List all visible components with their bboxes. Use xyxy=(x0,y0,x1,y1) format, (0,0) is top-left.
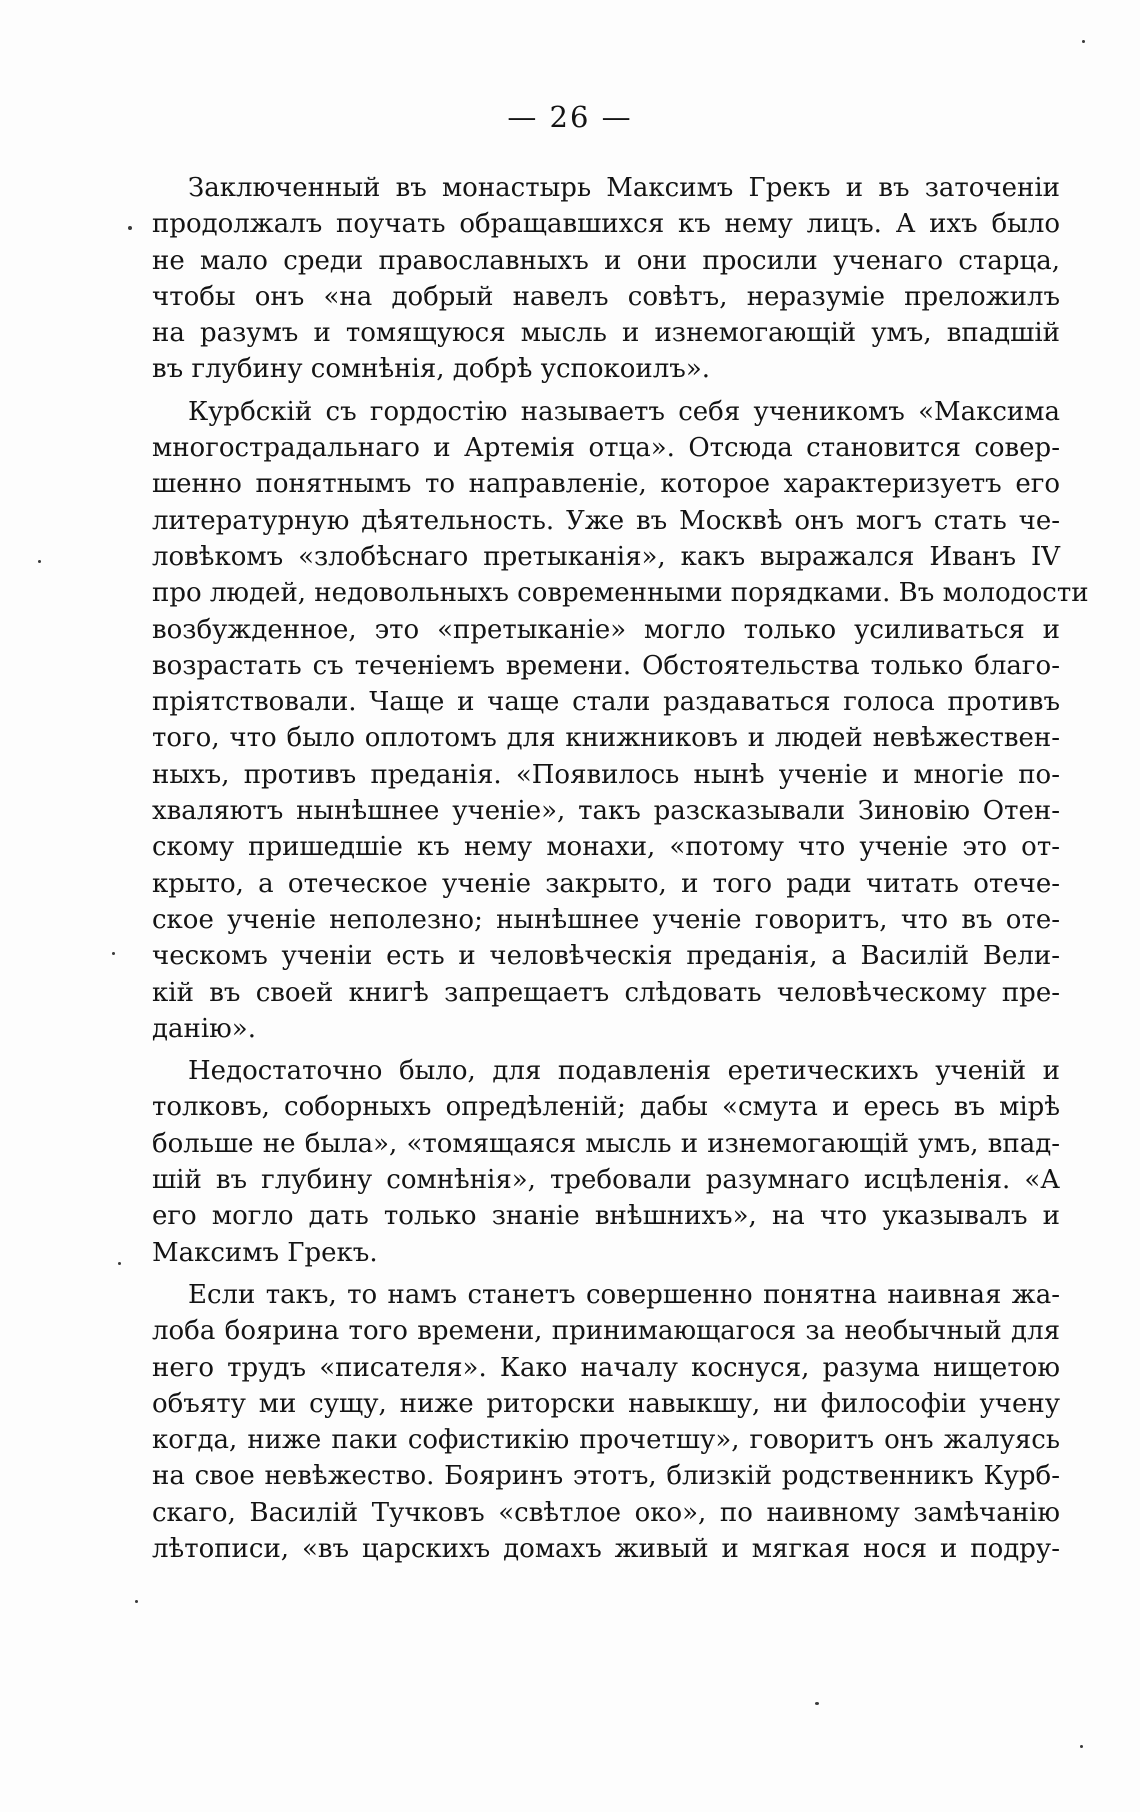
text-line: больше не была», «томящаяся мысль и изнемогающій умъ, впад- xyxy=(152,1128,1060,1159)
text-line: многострадальнаго и Артемія отца». Отсюда становится совер- xyxy=(152,433,1060,464)
text-line: Заключенный въ монастырь Максимъ Грекъ и въ заточеніи xyxy=(188,173,1060,203)
text-line: возбужденное, это «претыканіе» могло только усиливаться и xyxy=(152,614,1060,645)
text-line: на разумъ и томящуюся мысль и изнемогающій умъ, впадшій xyxy=(152,318,1060,349)
text-line: толковъ, соборныхъ опредѣленій; дабы «смута и ересь въ мірѣ xyxy=(152,1092,1060,1123)
scan-speck xyxy=(128,226,132,230)
paragraph-3 xyxy=(152,1053,1060,1271)
text-line: на свое невѣжество. Бояринъ этотъ, близкій родственникъ Курб- xyxy=(152,1461,1060,1492)
text-line: Курбскій съ гордостію называетъ себя ученикомъ «Максима xyxy=(188,396,1060,427)
text-line: скаго, Василій Тучковъ «свѣтлое око», по наивному замѣчанію xyxy=(152,1497,1060,1528)
text-line: кій въ своей книгѣ запрещаетъ слѣдовать человѣческому пре- xyxy=(152,977,1060,1008)
scan-speck xyxy=(118,1262,121,1265)
text-line: Недостаточно было, для подавленія еретическихъ ученій и xyxy=(188,1056,1060,1087)
text-line: ское ученіе неполезно; нынѣшнее ученіе говоритъ, что въ оте- xyxy=(152,904,1060,935)
scan-speck xyxy=(38,560,41,563)
text-line: лоба боярина того времени, принимающагося за необычный для xyxy=(152,1316,1060,1347)
text-line: когда, ниже паки софистикію прочетшу», говоритъ онъ жалуясь xyxy=(152,1425,1060,1456)
text-line: въ глубину сомнѣнія, добрѣ успокоилъ». xyxy=(152,354,710,385)
text-line: хваляютъ нынѣшнее ученіе», такъ разсказывали Зиновію Отен- xyxy=(152,796,1060,827)
text-line: скому пришедшіе къ нему монахи, «потому что ученіе это от- xyxy=(152,832,1060,863)
text-line: ныхъ, противъ преданія. «Появилось нынѣ ученіе и многіе по- xyxy=(152,759,1060,790)
scan-speck xyxy=(112,952,115,955)
text-line: того, что было оплотомъ для книжниковъ и людей невѣжествен- xyxy=(152,723,1060,754)
text-line: чтобы онъ «на добрый навелъ совѣтъ, неразуміе преложилъ xyxy=(152,281,1060,312)
scan-speck xyxy=(1080,1745,1083,1748)
text-line: Максимъ Грекъ. xyxy=(152,1237,378,1268)
text-line: возрастать съ теченіемъ времени. Обстоятельства только благо- xyxy=(152,650,1060,681)
text-line: ческомъ ученіи есть и человѣческія преданія, а Василій Вели- xyxy=(152,941,1060,972)
text-line: продолжалъ поучать обращавшихся къ нему лицъ. А ихъ было xyxy=(152,209,1060,240)
text-line: шенно понятнымъ то направленіе, которое характеризуетъ его xyxy=(152,469,1060,500)
text-line: Если такъ, то намъ станетъ совершенно понятна наивная жа- xyxy=(188,1279,1060,1310)
paragraph-1 xyxy=(152,170,1060,388)
text-line: его могло дать только знаніе внѣшнихъ», на что указывалъ и xyxy=(152,1201,1060,1232)
text-line: ловѣкомъ «злобѣснаго претыканія», какъ выражался Иванъ IV xyxy=(152,541,1060,572)
text-line: шій въ глубину сомнѣнія», требовали разумнаго исцѣленія. «А xyxy=(152,1165,1060,1196)
paragraph-2 xyxy=(152,394,1089,1047)
text-line: него трудъ «писателя». Како началу коснуся, разума нищетою xyxy=(152,1352,1060,1383)
scan-speck xyxy=(815,1702,819,1705)
text-line: объяту ми сущу, ниже риторски навыкшу, ни философіи учену xyxy=(152,1388,1060,1419)
body-text xyxy=(152,170,1089,1567)
text-line: крыто, а отеческое ученіе закрыто, и того ради читать отече- xyxy=(152,868,1060,899)
text-line: литературную дѣятельность. Уже въ Москвѣ онъ могъ стать че- xyxy=(152,505,1060,536)
text-line: не мало среди православныхъ и они просили ученаго старца, xyxy=(152,245,1060,276)
scan-speck xyxy=(135,1600,138,1603)
text-line: про людей, недовольныхъ современными порядками. Въ молодости xyxy=(152,578,1089,609)
scan-speck xyxy=(1082,40,1085,43)
text-line: лѣтописи, «въ царскихъ домахъ живый и мягкая нося и подру- xyxy=(152,1533,1060,1564)
paragraph-4 xyxy=(152,1277,1060,1567)
text-line: данію». xyxy=(152,1013,256,1044)
page-number: — 26 — xyxy=(507,100,633,134)
text-line: пріятствовали. Чаще и чаще стали раздаваться голоса противъ xyxy=(152,687,1060,718)
